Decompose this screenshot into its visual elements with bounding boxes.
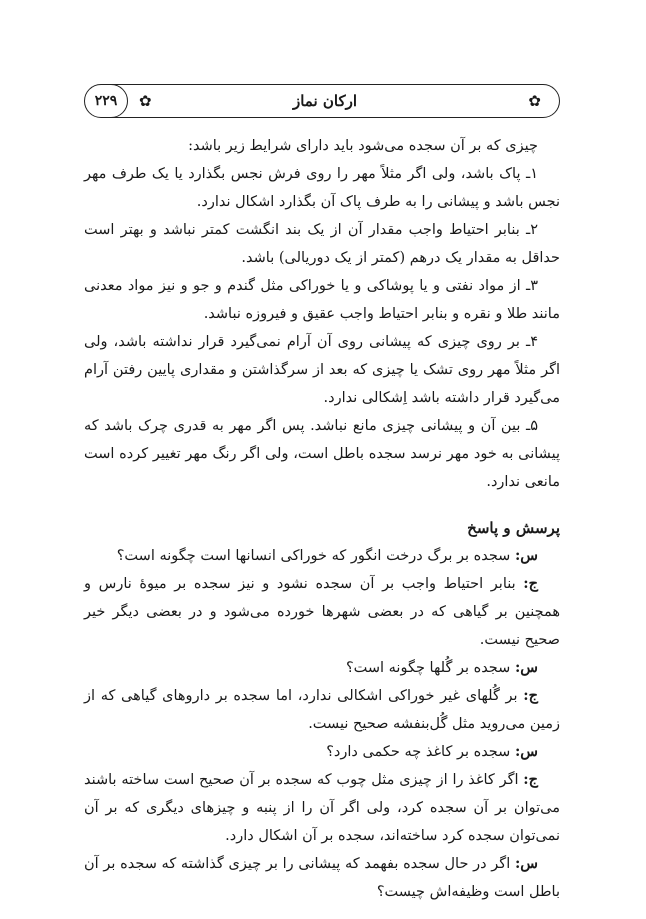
intro-paragraph: چیزی که بر آن سجده می‌شود باید دارای شرایط زیر باشد: xyxy=(188,138,538,154)
answer-label: ج: xyxy=(523,687,538,704)
qa-item xyxy=(84,682,560,738)
answer-label: ج: xyxy=(523,771,539,788)
running-header xyxy=(90,84,560,118)
qa-text: بر گُلهای غیر خوراکی اشکالی ندارد، اما سجده بر داروهای گیاهی که از زمین می‌روید مثل گُل‌بنفشه صحیح نیست. xyxy=(84,688,560,732)
qa-item xyxy=(84,570,560,654)
qa-item xyxy=(84,850,560,906)
qa-item xyxy=(84,654,560,682)
condition-2: ۲ـ بنابر احتیاط واجب مقدار آن از یک بند انگشت کمتر نباشد و بهتر است حداقل به مقدار یک درهم (کمتر از یک دوریالی) باشد. xyxy=(84,222,560,266)
qa-text: سجده بر کاغذ چه حکمی دارد؟ xyxy=(326,744,511,760)
qa-item xyxy=(84,766,560,850)
condition-5: ۵ـ بین آن و پیشانی چیزی مانع نباشد. پس اگر مهر به قدری چرک باشد که پیشانی به خود مهر نرسد سجده باطل است، ولی اگر رنگ مهر تغییر کرده است مانعی ندارد. xyxy=(84,418,560,490)
page-number: ۲۲۹ xyxy=(84,84,128,118)
answer-label: ج: xyxy=(523,575,538,592)
question-label: س: xyxy=(514,659,538,676)
chapter-title: ارکان نماز xyxy=(292,92,358,110)
qa-text: سجده بر برگ درخت انگور که خوراکی انسانها است چگونه است؟ xyxy=(116,548,511,564)
condition-3: ۳ـ از مواد نفتی و یا پوشاکی و یا خوراکی مثل گندم و جو و نیز مواد معدنی مانند طلا و نقره و بنابر احتیاط واجب عقیق و فیروزه نباشد. xyxy=(84,278,560,322)
qa-section-title: پرسش و پاسخ xyxy=(467,519,560,537)
question-label: س: xyxy=(514,743,538,760)
question-label: س: xyxy=(514,547,538,564)
qa-item xyxy=(84,542,560,570)
ornament-left-icon: ✿ xyxy=(139,92,152,110)
ornament-right-icon: ✿ xyxy=(528,92,541,110)
condition-1: ۱ـ پاک باشد، ولی اگر مثلاً مهر را روی فرش نجس بگذارد یا یک طرف مهر نجس باشد و پیشانی را به طرف پاک آن بگذارد اشکال ندارد. xyxy=(84,166,560,210)
page-body xyxy=(84,132,560,906)
qa-text: بنابر احتیاط واجب بر آن سجده نشود و نیز سجده بر میوهٔ نارس و همچنین بر گیاهی که در بعضی شهرها خورده می‌شود و در بعضی دیگر خیر صحیح نیست. xyxy=(84,576,560,648)
qa-item xyxy=(84,738,560,766)
question-label: س: xyxy=(514,855,539,872)
condition-4: ۴ـ بر روی چیزی که پیشانی روی آن آرام نمی‌گیرد قرار نداشته باشد، ولی اگر مثلاً مهر روی تشک یا چیزی که بعد از سرگذاشتن و مقداری پایین رفتن آرام می‌گیرد قرار داشته باشد اِشکالی ندارد. xyxy=(84,334,560,406)
qa-text: سجده بر گُلها چگونه است؟ xyxy=(345,660,511,676)
qa-text: اگر کاغذ را از چیزی مثل چوب که سجده بر آن صحیح است ساخته باشند می‌توان بر آن سجده کرد، ولی اگر آن را از پنبه و چیزهای دیگری که بر آن نمی‌توان سجده کرد ساخته‌اند، سجده بر آن اشکال دارد. xyxy=(84,772,560,844)
qa-text: اگر در حال سجده بفهمد که پیشانی را بر چیزی گذاشته که سجده بر آن باطل است وظیفه‌اش چیست؟ xyxy=(84,856,560,900)
